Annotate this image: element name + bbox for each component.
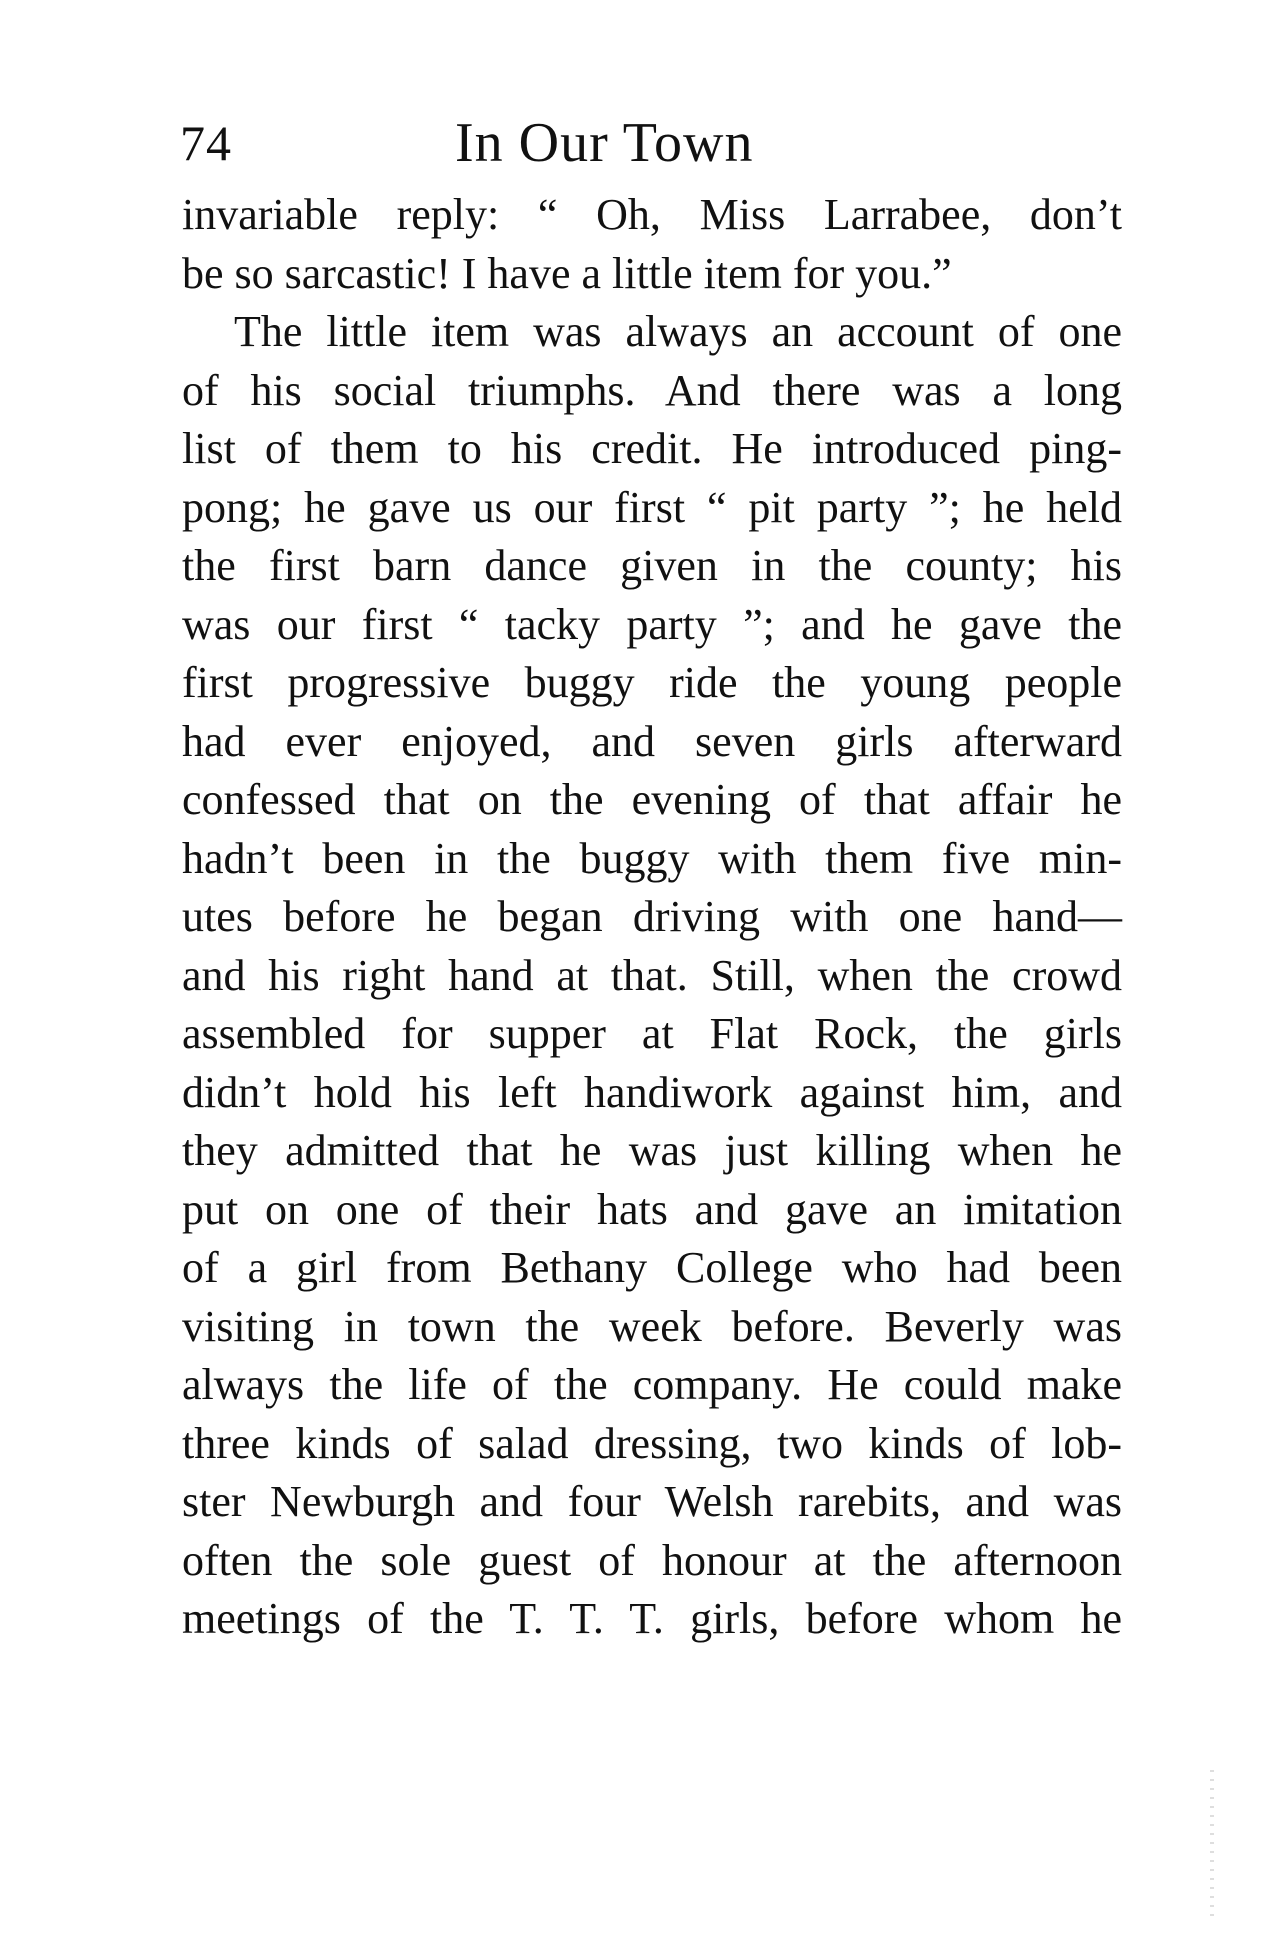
text-line: pong; he gave us our first “ pit party ”; he held	[182, 482, 1122, 532]
body-text	[182, 186, 1122, 1649]
text-line: of his social triumphs. And there was a long	[182, 365, 1122, 415]
paragraph-first-line: The little item was always an account of one	[234, 307, 1122, 356]
text-line: assembled for supper at Flat Rock, the girls	[182, 1009, 1122, 1058]
text-line: and his right hand at that. Still, when the crowd	[182, 950, 1122, 1000]
text-line: utes before he began driving with one hand—	[182, 892, 1122, 941]
text-line: hadn’t been in the buggy with them five min-	[182, 833, 1122, 883]
text-line: invariable reply: “ Oh, Miss Larrabee, don’t	[182, 190, 1122, 239]
scan-speckle-mark	[1210, 1770, 1214, 1920]
text-line: was our first “ tacky party ”; and he gave the	[182, 599, 1122, 649]
text-line: ster Newburgh and four Welsh rarebits, and was	[182, 1477, 1122, 1526]
text-line: had ever enjoyed, and seven girls afterward	[182, 716, 1122, 766]
running-title: In Our Town	[455, 112, 754, 174]
text-line: first progressive buggy ride the young people	[182, 658, 1122, 707]
text-line: three kinds of salad dressing, two kinds of lob-	[182, 1418, 1122, 1468]
text-line: visiting in town the week before. Beverly was	[182, 1301, 1122, 1351]
text-line: always the life of the company. He could make	[182, 1360, 1122, 1409]
page-number: 74	[180, 115, 232, 171]
text-line: confessed that on the evening of that affair he	[182, 775, 1122, 824]
text-line: didn’t hold his left handiwork against him, and	[182, 1067, 1122, 1117]
text-line: of a girl from Bethany College who had been	[182, 1243, 1122, 1292]
text-line: often the sole guest of honour at the afternoon	[182, 1535, 1122, 1585]
page-header	[180, 108, 1130, 178]
text-line: the first barn dance given in the county; his	[182, 541, 1122, 590]
text-line: list of them to his credit. He introduced ping-	[182, 424, 1122, 473]
text-line: they admitted that he was just killing when he	[182, 1126, 1122, 1175]
text-line: meetings of the T. T. T. girls, before whom he	[182, 1594, 1122, 1643]
text-line: put on one of their hats and gave an imitation	[182, 1184, 1122, 1234]
text-line: be so sarcastic! I have a little item for you.”	[182, 248, 952, 298]
